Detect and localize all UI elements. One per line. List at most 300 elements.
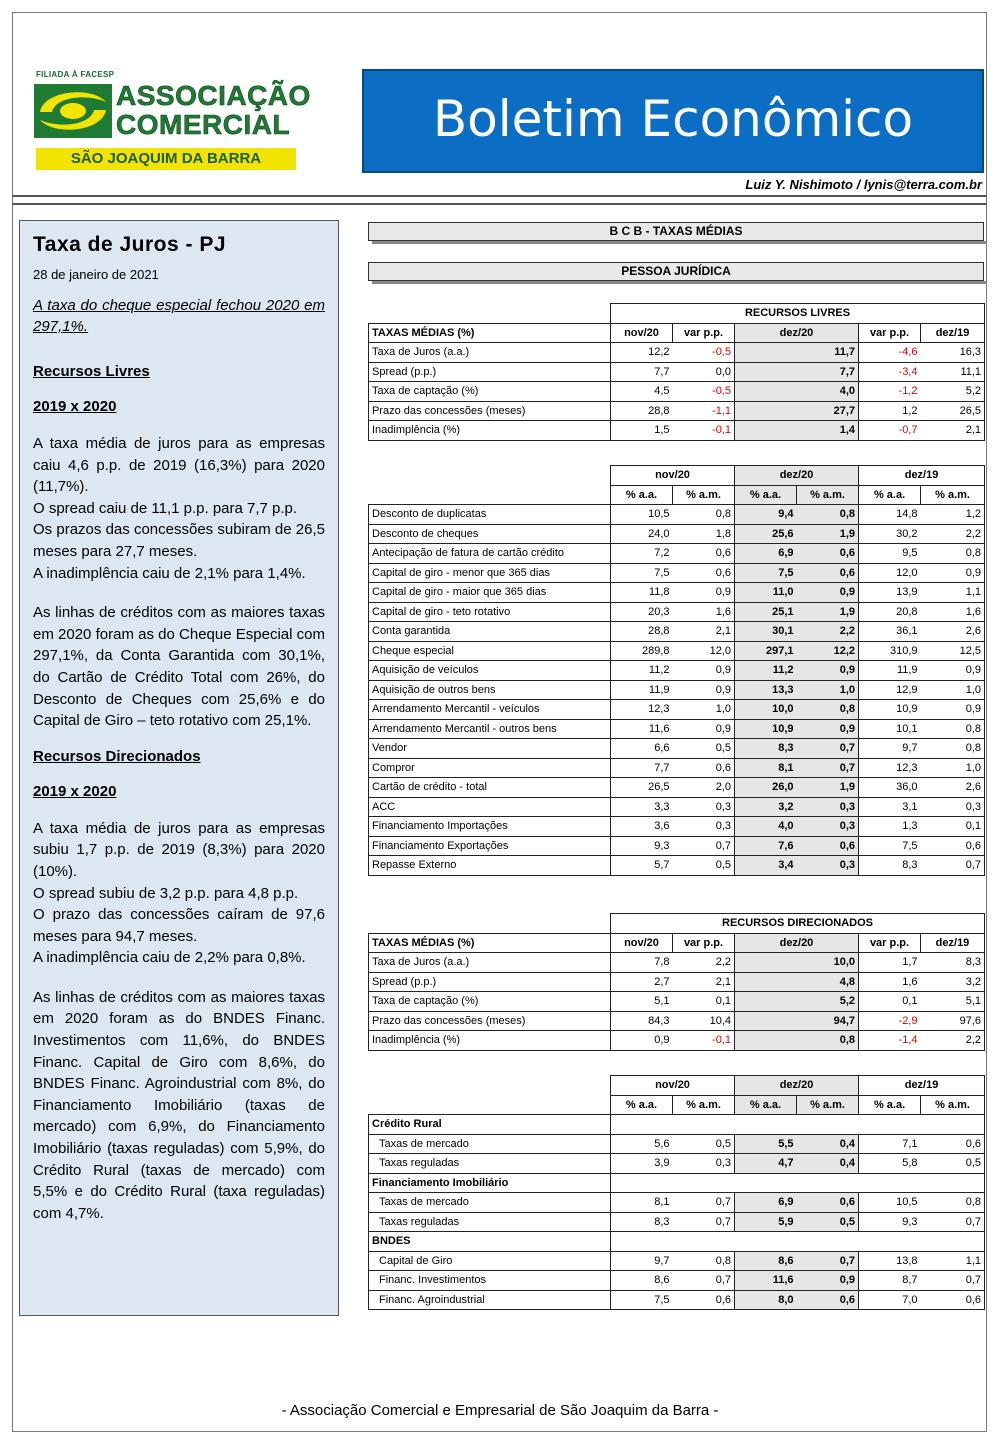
value-cell: 5,5 — [735, 1134, 797, 1154]
table-header-row — [369, 323, 985, 343]
value-cell: 0,4 — [797, 1154, 859, 1174]
value-cell: 0,5 — [673, 856, 735, 876]
value-cell: 0,7 — [673, 1271, 735, 1291]
row-label: Desconto de duplicatas — [369, 505, 611, 525]
value-cell: 1,0 — [921, 680, 985, 700]
unit-header-row — [369, 485, 985, 505]
row-label: Desconto de cheques — [369, 524, 611, 544]
value-cell: 1,9 — [797, 602, 859, 622]
row-label: Arrendamento Mercantil - veículos — [369, 700, 611, 720]
value-cell: 0,7 — [797, 739, 859, 759]
value-cell: 2,0 — [673, 778, 735, 798]
value-cell: -3,4 — [859, 362, 921, 382]
unit-header: % a.m. — [921, 1095, 985, 1115]
table-row — [369, 343, 985, 363]
value-cell: 1,5 — [611, 421, 673, 441]
logo-city-strip: SÃO JOAQUIM DA BARRA — [36, 148, 296, 170]
table-row — [369, 1290, 985, 1310]
period-header: dez/19 — [859, 1076, 985, 1096]
value-cell: 11,9 — [859, 661, 921, 681]
value-cell: 5,1 — [611, 992, 673, 1012]
unit-header: % a.a. — [611, 485, 673, 505]
row-label: Financiamento Exportações — [369, 836, 611, 856]
value-cell: 14,8 — [859, 505, 921, 525]
bulletin-title-banner: Boletim Econômico — [362, 69, 984, 173]
table-row — [369, 739, 985, 759]
row-label: Antecipação de fatura de cartão crédito — [369, 544, 611, 564]
value-cell: 0,7 — [921, 1271, 985, 1291]
empty-cell — [369, 466, 611, 486]
table-row — [369, 583, 985, 603]
value-cell: 8,6 — [735, 1251, 797, 1271]
row-label: Taxa de captação (%) — [369, 382, 611, 402]
value-cell: 4,5 — [611, 382, 673, 402]
value-cell: 3,4 — [735, 856, 797, 876]
text-line: O prazo das concessões caíram de 97,6 meses para 94,7 meses. — [33, 906, 325, 945]
table-row — [369, 505, 985, 525]
value-cell: 8,3 — [921, 953, 985, 973]
value-cell: 0,8 — [797, 505, 859, 525]
value-cell: 28,8 — [611, 401, 673, 421]
value-cell: 11,7 — [735, 343, 859, 363]
value-cell: 1,9 — [797, 524, 859, 544]
value-cell: 0,6 — [921, 836, 985, 856]
value-cell: 7,0 — [859, 1290, 921, 1310]
value-cell: 8,3 — [611, 1212, 673, 1232]
value-cell: 3,2 — [921, 972, 985, 992]
value-cell: 5,9 — [735, 1212, 797, 1232]
sidebar-lead: A taxa do cheque especial fechou 2020 em 297,1%. — [33, 297, 325, 335]
value-cell: 1,9 — [797, 778, 859, 798]
row-label: Arrendamento Mercantil - outros bens — [369, 719, 611, 739]
table-row — [369, 602, 985, 622]
value-cell: 0,6 — [797, 544, 859, 564]
row-label: Capital de giro - maior que 365 dias — [369, 583, 611, 603]
value-cell: 0,3 — [673, 1154, 735, 1174]
value-cell: 7,5 — [859, 836, 921, 856]
table-row — [369, 382, 985, 402]
value-cell: -4,6 — [859, 343, 921, 363]
value-cell: 12,9 — [859, 680, 921, 700]
value-cell: 0,3 — [673, 797, 735, 817]
table-row — [369, 1031, 985, 1051]
value-cell: 0,9 — [673, 680, 735, 700]
row-label: Cheque especial — [369, 641, 611, 661]
value-cell: 11,1 — [921, 362, 985, 382]
row-label: Cartão de crédito - total — [369, 778, 611, 798]
value-cell: 0,0 — [673, 362, 735, 382]
text-line: O spread caiu de 11,1 p.p. para 7,7 p.p. — [33, 499, 298, 517]
empty-cell — [369, 1076, 611, 1096]
period-header: nov/20 — [611, 466, 735, 486]
value-cell: 30,2 — [859, 524, 921, 544]
value-cell: 10,0 — [735, 700, 797, 720]
table-row — [369, 719, 985, 739]
group-header: RECURSOS LIVRES — [611, 304, 985, 324]
value-cell: 0,5 — [797, 1212, 859, 1232]
empty-cell — [369, 1095, 611, 1115]
row-label: Repasse Externo — [369, 856, 611, 876]
value-cell: 0,7 — [921, 856, 985, 876]
row-label: Taxa de Juros (a.a.) — [369, 343, 611, 363]
table-row — [369, 421, 985, 441]
value-cell: 0,8 — [673, 1251, 735, 1271]
recursos-direcionados-lines-table — [368, 1075, 985, 1310]
value-cell: 0,7 — [797, 758, 859, 778]
row-label: Spread (p.p.) — [369, 362, 611, 382]
value-cell: 8,6 — [611, 1271, 673, 1291]
association-logo — [32, 68, 311, 172]
table-row — [369, 797, 985, 817]
value-cell: 5,2 — [735, 992, 859, 1012]
logo-line-2: COMERCIAL — [116, 109, 291, 140]
value-cell: 0,9 — [797, 583, 859, 603]
value-cell: 1,8 — [673, 524, 735, 544]
column-header: dez/20 — [735, 323, 859, 343]
unit-header: % a.m. — [673, 1095, 735, 1115]
value-cell: 12,2 — [797, 641, 859, 661]
row-label: Taxas reguladas — [369, 1212, 611, 1232]
row-label: Aquisição de veículos — [369, 661, 611, 681]
row-label: Vendor — [369, 739, 611, 759]
value-cell: 7,5 — [611, 1290, 673, 1310]
value-cell: 0,8 — [673, 505, 735, 525]
value-cell: 0,9 — [797, 719, 859, 739]
table-row — [369, 622, 985, 642]
page-footer: - Associação Comercial e Empresarial de São Joaquim da Barra - — [281, 1402, 719, 1419]
value-cell: 7,5 — [611, 563, 673, 583]
value-cell: 10,4 — [673, 1011, 735, 1031]
value-cell: 10,5 — [859, 1193, 921, 1213]
table-row — [369, 778, 985, 798]
value-cell: 5,8 — [859, 1154, 921, 1174]
value-cell: 1,2 — [921, 505, 985, 525]
value-cell: 8,3 — [859, 856, 921, 876]
value-cell: 11,2 — [735, 661, 797, 681]
row-label: Prazo das concessões (meses) — [369, 1011, 611, 1031]
table-row — [369, 758, 985, 778]
unit-header: % a.m. — [797, 1095, 859, 1115]
table-row — [369, 972, 985, 992]
value-cell: 12,5 — [921, 641, 985, 661]
paragraph-livres-1 — [33, 433, 325, 584]
table-row — [369, 992, 985, 1012]
publication-date: 28 de janeiro de 2021 — [33, 267, 159, 282]
value-cell: 2,1 — [673, 972, 735, 992]
row-label: Inadimplência (%) — [369, 1031, 611, 1051]
section-title-direcionados: Recursos Direcionados — [33, 747, 201, 765]
value-cell: 24,0 — [611, 524, 673, 544]
logo-line-1: ASSOCIAÇÃO — [116, 80, 311, 111]
row-label: Capital de giro - teto rotativo — [369, 602, 611, 622]
recursos-livres-lines-table — [368, 465, 985, 876]
value-cell: 0,7 — [673, 1193, 735, 1213]
value-cell: 25,1 — [735, 602, 797, 622]
value-cell: 26,5 — [921, 401, 985, 421]
text-line: A inadimplência caiu de 2,2% para 0,8%. — [33, 949, 306, 967]
author-credit: Luiz Y. Nishimoto / lynis@terra.com.br — [745, 177, 982, 192]
bcb-header-bar: B C B - TAXAS MÉDIAS — [368, 222, 984, 241]
period-header: dez/19 — [859, 466, 985, 486]
value-cell: 9,7 — [859, 739, 921, 759]
value-cell: 0,8 — [797, 700, 859, 720]
logo-affiliation: FILIADA À FACESP — [36, 70, 115, 79]
table-row — [369, 544, 985, 564]
value-cell: 297,1 — [735, 641, 797, 661]
value-cell: 1,0 — [921, 758, 985, 778]
value-cell: 3,3 — [611, 797, 673, 817]
value-cell: 0,3 — [673, 817, 735, 837]
value-cell: 2,7 — [611, 972, 673, 992]
table-row — [369, 1134, 985, 1154]
value-cell: 2,2 — [673, 953, 735, 973]
value-cell: 3,9 — [611, 1154, 673, 1174]
value-cell: 8,0 — [735, 1290, 797, 1310]
table-row — [369, 817, 985, 837]
section-subtitle-livres: 2019 x 2020 — [33, 398, 117, 415]
value-cell: 8,1 — [611, 1193, 673, 1213]
value-cell: 0,6 — [673, 544, 735, 564]
value-cell: 2,6 — [921, 622, 985, 642]
value-cell: 0,6 — [921, 1290, 985, 1310]
table-row — [369, 1251, 985, 1271]
unit-header-row — [369, 1095, 985, 1115]
value-cell: 289,8 — [611, 641, 673, 661]
value-cell: 0,1 — [673, 992, 735, 1012]
value-cell: 2,2 — [797, 622, 859, 642]
value-cell: 20,8 — [859, 602, 921, 622]
empty-cell — [611, 1115, 985, 1135]
value-cell: 0,7 — [797, 1251, 859, 1271]
period-header: dez/20 — [735, 1076, 859, 1096]
value-cell: 0,8 — [921, 1193, 985, 1213]
logo-swirl-icon — [32, 82, 114, 140]
value-cell: 5,2 — [921, 382, 985, 402]
section-title-livres: Recursos Livres — [33, 363, 150, 380]
row-label: Financiamento Importações — [369, 817, 611, 837]
value-cell: 2,2 — [921, 1031, 985, 1051]
value-cell: 20,3 — [611, 602, 673, 622]
unit-header: % a.m. — [797, 485, 859, 505]
text-line: Os prazos das concessões subiram de 26,5 meses para 27,7 meses. — [33, 521, 325, 560]
value-cell: 11,2 — [611, 661, 673, 681]
value-cell: 7,7 — [611, 362, 673, 382]
column-header: TAXAS MÉDIAS (%) — [369, 323, 611, 343]
value-cell: 25,6 — [735, 524, 797, 544]
value-cell: 0,9 — [673, 583, 735, 603]
value-cell: -0,7 — [859, 421, 921, 441]
value-cell: 0,9 — [921, 661, 985, 681]
value-cell: 2,2 — [921, 524, 985, 544]
unit-header: % a.a. — [859, 485, 921, 505]
section-subtitle-direcionados: 2019 x 2020 — [33, 782, 117, 800]
value-cell: 27,7 — [735, 401, 859, 421]
column-header: var p.p. — [673, 933, 735, 953]
value-cell: 0,6 — [673, 758, 735, 778]
row-label: Inadimplência (%) — [369, 421, 611, 441]
row-label: Taxas de mercado — [369, 1193, 611, 1213]
group-header: RECURSOS DIRECIONADOS — [611, 914, 985, 934]
column-header: nov/20 — [611, 323, 673, 343]
row-label: Spread (p.p.) — [369, 972, 611, 992]
value-cell: -0,5 — [673, 382, 735, 402]
table-row — [369, 1011, 985, 1031]
table-row — [369, 563, 985, 583]
table-row — [369, 661, 985, 681]
paragraph-direcionados-2: As linhas de créditos com as maiores taxas em 2020 foram as do BNDES Financ. Investimentos com 11,6%, do BNDES Financ. Capital de Giro com 8,6%, do BNDES Financ. Agroindustrial com 8%, do Financiamento Imobiliário (taxas de mercado) com 6,9%, do Financiamento Imobiliário (taxas reguladas) com 5,9%, do Crédito Rural (taxas de mercado) com 5,5% e do Crédito Rural (taxa reguladas) com 4,7%. — [33, 988, 325, 1222]
value-cell: 0,9 — [611, 1031, 673, 1051]
value-cell: 7,7 — [735, 362, 859, 382]
value-cell: 12,3 — [611, 700, 673, 720]
period-header: dez/20 — [735, 466, 859, 486]
summary-sidebar — [19, 220, 339, 1316]
value-cell: 84,3 — [611, 1011, 673, 1031]
value-cell: 4,0 — [735, 382, 859, 402]
value-cell: 26,0 — [735, 778, 797, 798]
group-row — [369, 1115, 985, 1135]
unit-header: % a.a. — [735, 485, 797, 505]
value-cell: -1,2 — [859, 382, 921, 402]
row-label: Capital de giro - menor que 365 dias — [369, 563, 611, 583]
value-cell: 2,6 — [921, 778, 985, 798]
value-cell: 8,7 — [859, 1271, 921, 1291]
value-cell: 1,0 — [797, 680, 859, 700]
unit-header: % a.a. — [859, 1095, 921, 1115]
value-cell: 3,6 — [611, 817, 673, 837]
value-cell: 97,6 — [921, 1011, 985, 1031]
table-row — [369, 700, 985, 720]
value-cell: 1,0 — [673, 700, 735, 720]
value-cell: 1,1 — [921, 1251, 985, 1271]
value-cell: 12,0 — [673, 641, 735, 661]
value-cell: 7,8 — [611, 953, 673, 973]
value-cell: 0,3 — [797, 797, 859, 817]
value-cell: 94,7 — [735, 1011, 859, 1031]
row-label: Financ. Investimentos — [369, 1271, 611, 1291]
row-label: Taxa de Juros (a.a.) — [369, 953, 611, 973]
column-header: var p.p. — [859, 323, 921, 343]
pessoa-juridica-bar: PESSOA JURÍDICA — [368, 262, 984, 281]
value-cell: 9,7 — [611, 1251, 673, 1271]
value-cell: 1,6 — [921, 602, 985, 622]
row-label: ACC — [369, 797, 611, 817]
value-cell: 5,1 — [921, 992, 985, 1012]
value-cell: 0,9 — [797, 1271, 859, 1291]
value-cell: 0,7 — [921, 1212, 985, 1232]
value-cell: 36,1 — [859, 622, 921, 642]
value-cell: 0,8 — [921, 719, 985, 739]
value-cell: 0,4 — [797, 1134, 859, 1154]
table-row — [369, 1271, 985, 1291]
value-cell: 1,1 — [921, 583, 985, 603]
value-cell: 0,6 — [673, 1290, 735, 1310]
value-cell: 0,9 — [797, 661, 859, 681]
paragraph-livres-2: As linhas de créditos com as maiores taxas em 2020 foram as do Cheque Especial com 297,1%, da Conta Garantida com 30,1%, do Cartão de Crédito Total com 26%, do Desconto de Cheques com 25,6% e do Capital de Giro – teto rotativo com 25,1%. — [33, 604, 325, 730]
value-cell: 1,6 — [859, 972, 921, 992]
value-cell: 0,5 — [673, 739, 735, 759]
row-label: Taxas reguladas — [369, 1154, 611, 1174]
value-cell: 6,9 — [735, 544, 797, 564]
recursos-direcionados-summary-table — [368, 913, 985, 1051]
value-cell: 7,2 — [611, 544, 673, 564]
value-cell: -2,9 — [859, 1011, 921, 1031]
text-line: A inadimplência caiu de 2,1% para 1,4%. — [33, 564, 306, 582]
unit-header: % a.m. — [921, 485, 985, 505]
empty-cell — [611, 1232, 985, 1252]
value-cell: 10,0 — [735, 953, 859, 973]
column-header: dez/19 — [921, 933, 985, 953]
group-label: BNDES — [369, 1232, 611, 1252]
group-label: Financiamento Imobiliário — [369, 1173, 611, 1193]
value-cell: -0,1 — [673, 421, 735, 441]
value-cell: 10,9 — [859, 700, 921, 720]
row-label: Prazo das concessões (meses) — [369, 401, 611, 421]
group-row — [369, 1232, 985, 1252]
value-cell: 0,6 — [797, 1290, 859, 1310]
value-cell: -1,1 — [673, 401, 735, 421]
value-cell: 2,1 — [921, 421, 985, 441]
value-cell: 36,0 — [859, 778, 921, 798]
value-cell: -1,4 — [859, 1031, 921, 1051]
unit-header: % a.m. — [673, 485, 735, 505]
value-cell: -0,1 — [673, 1031, 735, 1051]
column-header: dez/20 — [735, 933, 859, 953]
value-cell: 7,5 — [735, 563, 797, 583]
value-cell: 0,8 — [921, 544, 985, 564]
value-cell: 0,1 — [859, 992, 921, 1012]
value-cell: 0,6 — [921, 1134, 985, 1154]
value-cell: 0,1 — [921, 817, 985, 837]
sidebar-title: Taxa de Juros - PJ — [33, 233, 227, 256]
table-row — [369, 836, 985, 856]
value-cell: 11,8 — [611, 583, 673, 603]
value-cell: 4,0 — [735, 817, 797, 837]
value-cell: 9,3 — [611, 836, 673, 856]
value-cell: 6,6 — [611, 739, 673, 759]
column-header: TAXAS MÉDIAS (%) — [369, 933, 611, 953]
value-cell: 9,5 — [859, 544, 921, 564]
value-cell: 28,8 — [611, 622, 673, 642]
table-row — [369, 856, 985, 876]
header-divider — [12, 195, 987, 197]
period-header: nov/20 — [611, 1076, 735, 1096]
value-cell: 0,7 — [673, 836, 735, 856]
column-header: var p.p. — [859, 933, 921, 953]
period-header-row — [369, 1076, 985, 1096]
table-row — [369, 401, 985, 421]
value-cell: -0,5 — [673, 343, 735, 363]
value-cell: 3,1 — [859, 797, 921, 817]
value-cell: 12,3 — [859, 758, 921, 778]
group-label: Crédito Rural — [369, 1115, 611, 1135]
value-cell: 26,5 — [611, 778, 673, 798]
table-row — [369, 1154, 985, 1174]
value-cell: 0,9 — [921, 700, 985, 720]
value-cell: 11,9 — [611, 680, 673, 700]
unit-header: % a.a. — [611, 1095, 673, 1115]
value-cell: 4,8 — [735, 972, 859, 992]
value-cell: 1,3 — [859, 817, 921, 837]
value-cell: 0,5 — [673, 1134, 735, 1154]
value-cell: 2,1 — [673, 622, 735, 642]
value-cell: 0,6 — [797, 563, 859, 583]
value-cell: 5,7 — [611, 856, 673, 876]
value-cell: 0,5 — [921, 1154, 985, 1174]
value-cell: 0,8 — [735, 1031, 859, 1051]
table-row — [369, 641, 985, 661]
value-cell: 11,6 — [735, 1271, 797, 1291]
value-cell: 11,0 — [735, 583, 797, 603]
